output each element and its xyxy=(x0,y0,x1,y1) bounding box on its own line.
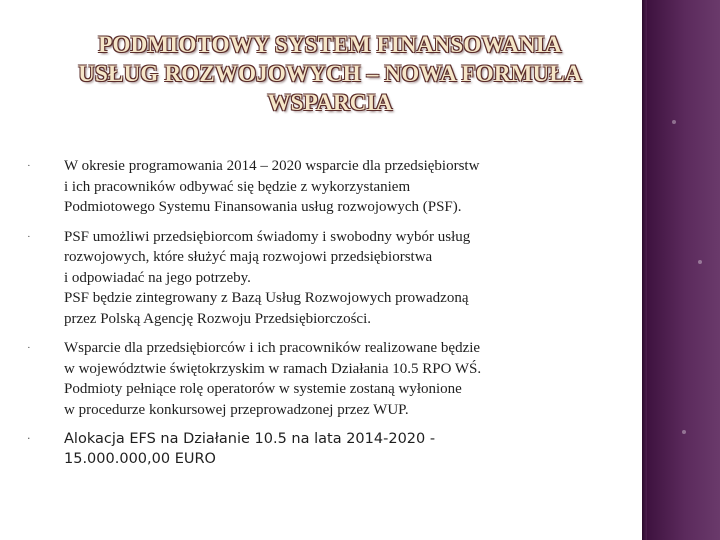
bullet-line: Alokacja EFS na Działanie 10.5 na lata 2014-2020 - xyxy=(64,431,436,447)
bullet-line: przez Polską Agencję Rozwoju Przedsiębiorczości. xyxy=(64,310,371,327)
title-line-3: WSPARCIA xyxy=(267,90,393,115)
bullet-marker-icon: · xyxy=(27,432,31,445)
bullet-line: W okresie programowania 2014 – 2020 wsparcie dla przedsiębiorstw xyxy=(64,158,480,174)
bullet-line: i ich pracowników odbywać się będzie z wykorzystaniem xyxy=(64,178,411,195)
bullet-line: i odpowiadać na jego potrzeby. xyxy=(64,269,251,286)
bullet-marker-icon: · xyxy=(27,230,31,243)
bullet-line: rozwojowych, które służyć mają rozwojowi przedsiębiorstwa xyxy=(64,249,433,265)
bullet-line: 15.000.000,00 EURO xyxy=(64,451,216,467)
title-line-2: USŁUG ROZWOJOWYCH – NOWA FORMUŁA xyxy=(78,61,582,86)
decorative-side-band xyxy=(642,0,720,540)
bullet-line: Podmiotowego Systemu Finansowania usług rozwojowych (PSF). xyxy=(64,199,462,215)
bullet-line: Podmioty pełniące rolę operatorów w systemie zostaną wyłonione xyxy=(64,381,462,397)
slide-title xyxy=(30,30,630,117)
bullet-line: Wsparcie dla przedsiębiorców i ich pracowników realizowane będzie xyxy=(64,340,481,356)
bullet-item-allocation xyxy=(26,429,604,469)
bullet-item xyxy=(26,156,604,218)
bullet-marker-icon: · xyxy=(27,342,31,354)
bullet-marker-icon: · xyxy=(27,160,31,172)
bullet-line: PSF będzie zintegrowany z Bazą Usług Rozwojowych prowadzoną xyxy=(64,290,469,306)
bullet-line: w województwie świętokrzyskim w ramach Działania 10.5 RPO WŚ. xyxy=(64,360,482,377)
title-line-1: PODMIOTOWY SYSTEM FINANSOWANIA xyxy=(98,32,562,57)
bullet-line: PSF umożliwi przedsiębiorcom świadomy i swobodny wybór usług xyxy=(64,228,471,245)
bullet-list xyxy=(26,156,604,478)
sparkle-dot-icon xyxy=(698,260,702,264)
bullet-item xyxy=(26,338,604,420)
sparkle-dot-icon xyxy=(682,430,686,434)
sparkle-dot-icon xyxy=(672,120,676,124)
side-band-edge xyxy=(642,0,647,540)
bullet-line: w procedurze konkursowej przeprowadzonej przez WUP. xyxy=(64,401,409,418)
bullet-item xyxy=(26,227,604,330)
